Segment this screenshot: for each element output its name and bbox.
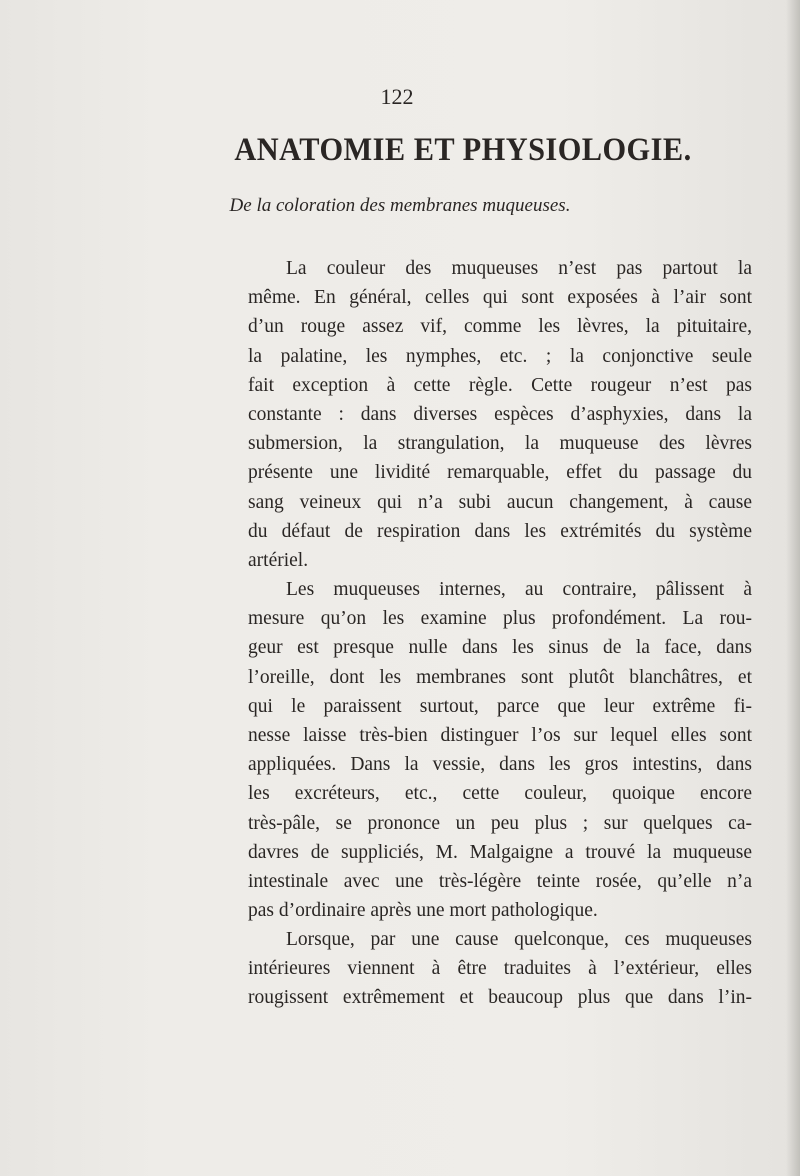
text-line: geur est presque nulle dans les sinus de la face, dans: [248, 637, 752, 659]
page-number: 122: [380, 84, 414, 109]
text-line: intérieures viennent à être traduites à l’extérieur, elles: [248, 958, 752, 980]
text-line: même. En général, celles qui sont exposées à l’air sont: [248, 287, 752, 309]
text-line: La couleur des muqueuses n’est pas partout la: [286, 258, 752, 279]
text-line: davres de suppliciés, M. Malgaigne a trouvé la muqueuse: [248, 841, 752, 863]
text-line: intestinale avec une très-légère teinte rosée, qu’elle n’a: [248, 870, 752, 892]
text-line: fait exception à cette règle. Cette rougeur n’est pas: [248, 374, 752, 396]
text-line: la palatine, les nymphes, etc. ; la conjonctive seule: [248, 345, 752, 367]
text-line: les excréteurs, etc., cette couleur, quoique encore: [248, 783, 752, 805]
paragraph-1: [248, 254, 752, 575]
text-line: pas d’ordinaire après une mort pathologique.: [248, 900, 598, 922]
section-subheading: De la coloration des membranes muqueuses.: [229, 195, 571, 216]
chapter-heading: ANATOMIE ET PHYSIOLOGIE.: [234, 132, 692, 168]
text-line: Lorsque, par une cause quelconque, ces muqueuses: [286, 929, 752, 950]
text-line: très-pâle, se prononce un peu plus ; sur quelques ca-: [248, 812, 752, 834]
page-edge-shadow: [786, 0, 800, 1176]
text-line: artériel.: [248, 549, 309, 571]
text-line: submersion, la strangulation, la muqueuse des lèvres: [248, 433, 752, 455]
text-line: l’oreille, dont les membranes sont plutôt blanchâtres, et: [248, 666, 752, 688]
text-line: présente une lividité remarquable, effet du passage du: [248, 462, 752, 484]
text-line: sang veineux qui n’a subi aucun changement, à cause: [248, 491, 752, 513]
text-line: du défaut de respiration dans les extrémités du système: [248, 520, 752, 542]
text-line: qui le paraissent surtout, parce que leur extrême fi-: [248, 695, 752, 717]
text-line: mesure qu’on les examine plus profondément. La rou-: [248, 608, 752, 630]
paragraph-2: [248, 575, 752, 925]
text-line: d’un rouge assez vif, comme les lèvres, la pituitaire,: [248, 316, 752, 338]
text-line: appliquées. Dans la vessie, dans les gros intestins, dans: [248, 754, 752, 776]
text-line: constante : dans diverses espèces d’asphyxies, dans la: [248, 403, 752, 425]
text-line: nesse laisse très-bien distinguer l’os sur lequel elles sont: [248, 724, 752, 746]
paragraph-3: [248, 925, 752, 1013]
text-line: rougissent extrêmement et beaucoup plus que dans l’in-: [248, 987, 752, 1009]
text-line: Les muqueuses internes, au contraire, pâlissent à: [286, 579, 752, 600]
